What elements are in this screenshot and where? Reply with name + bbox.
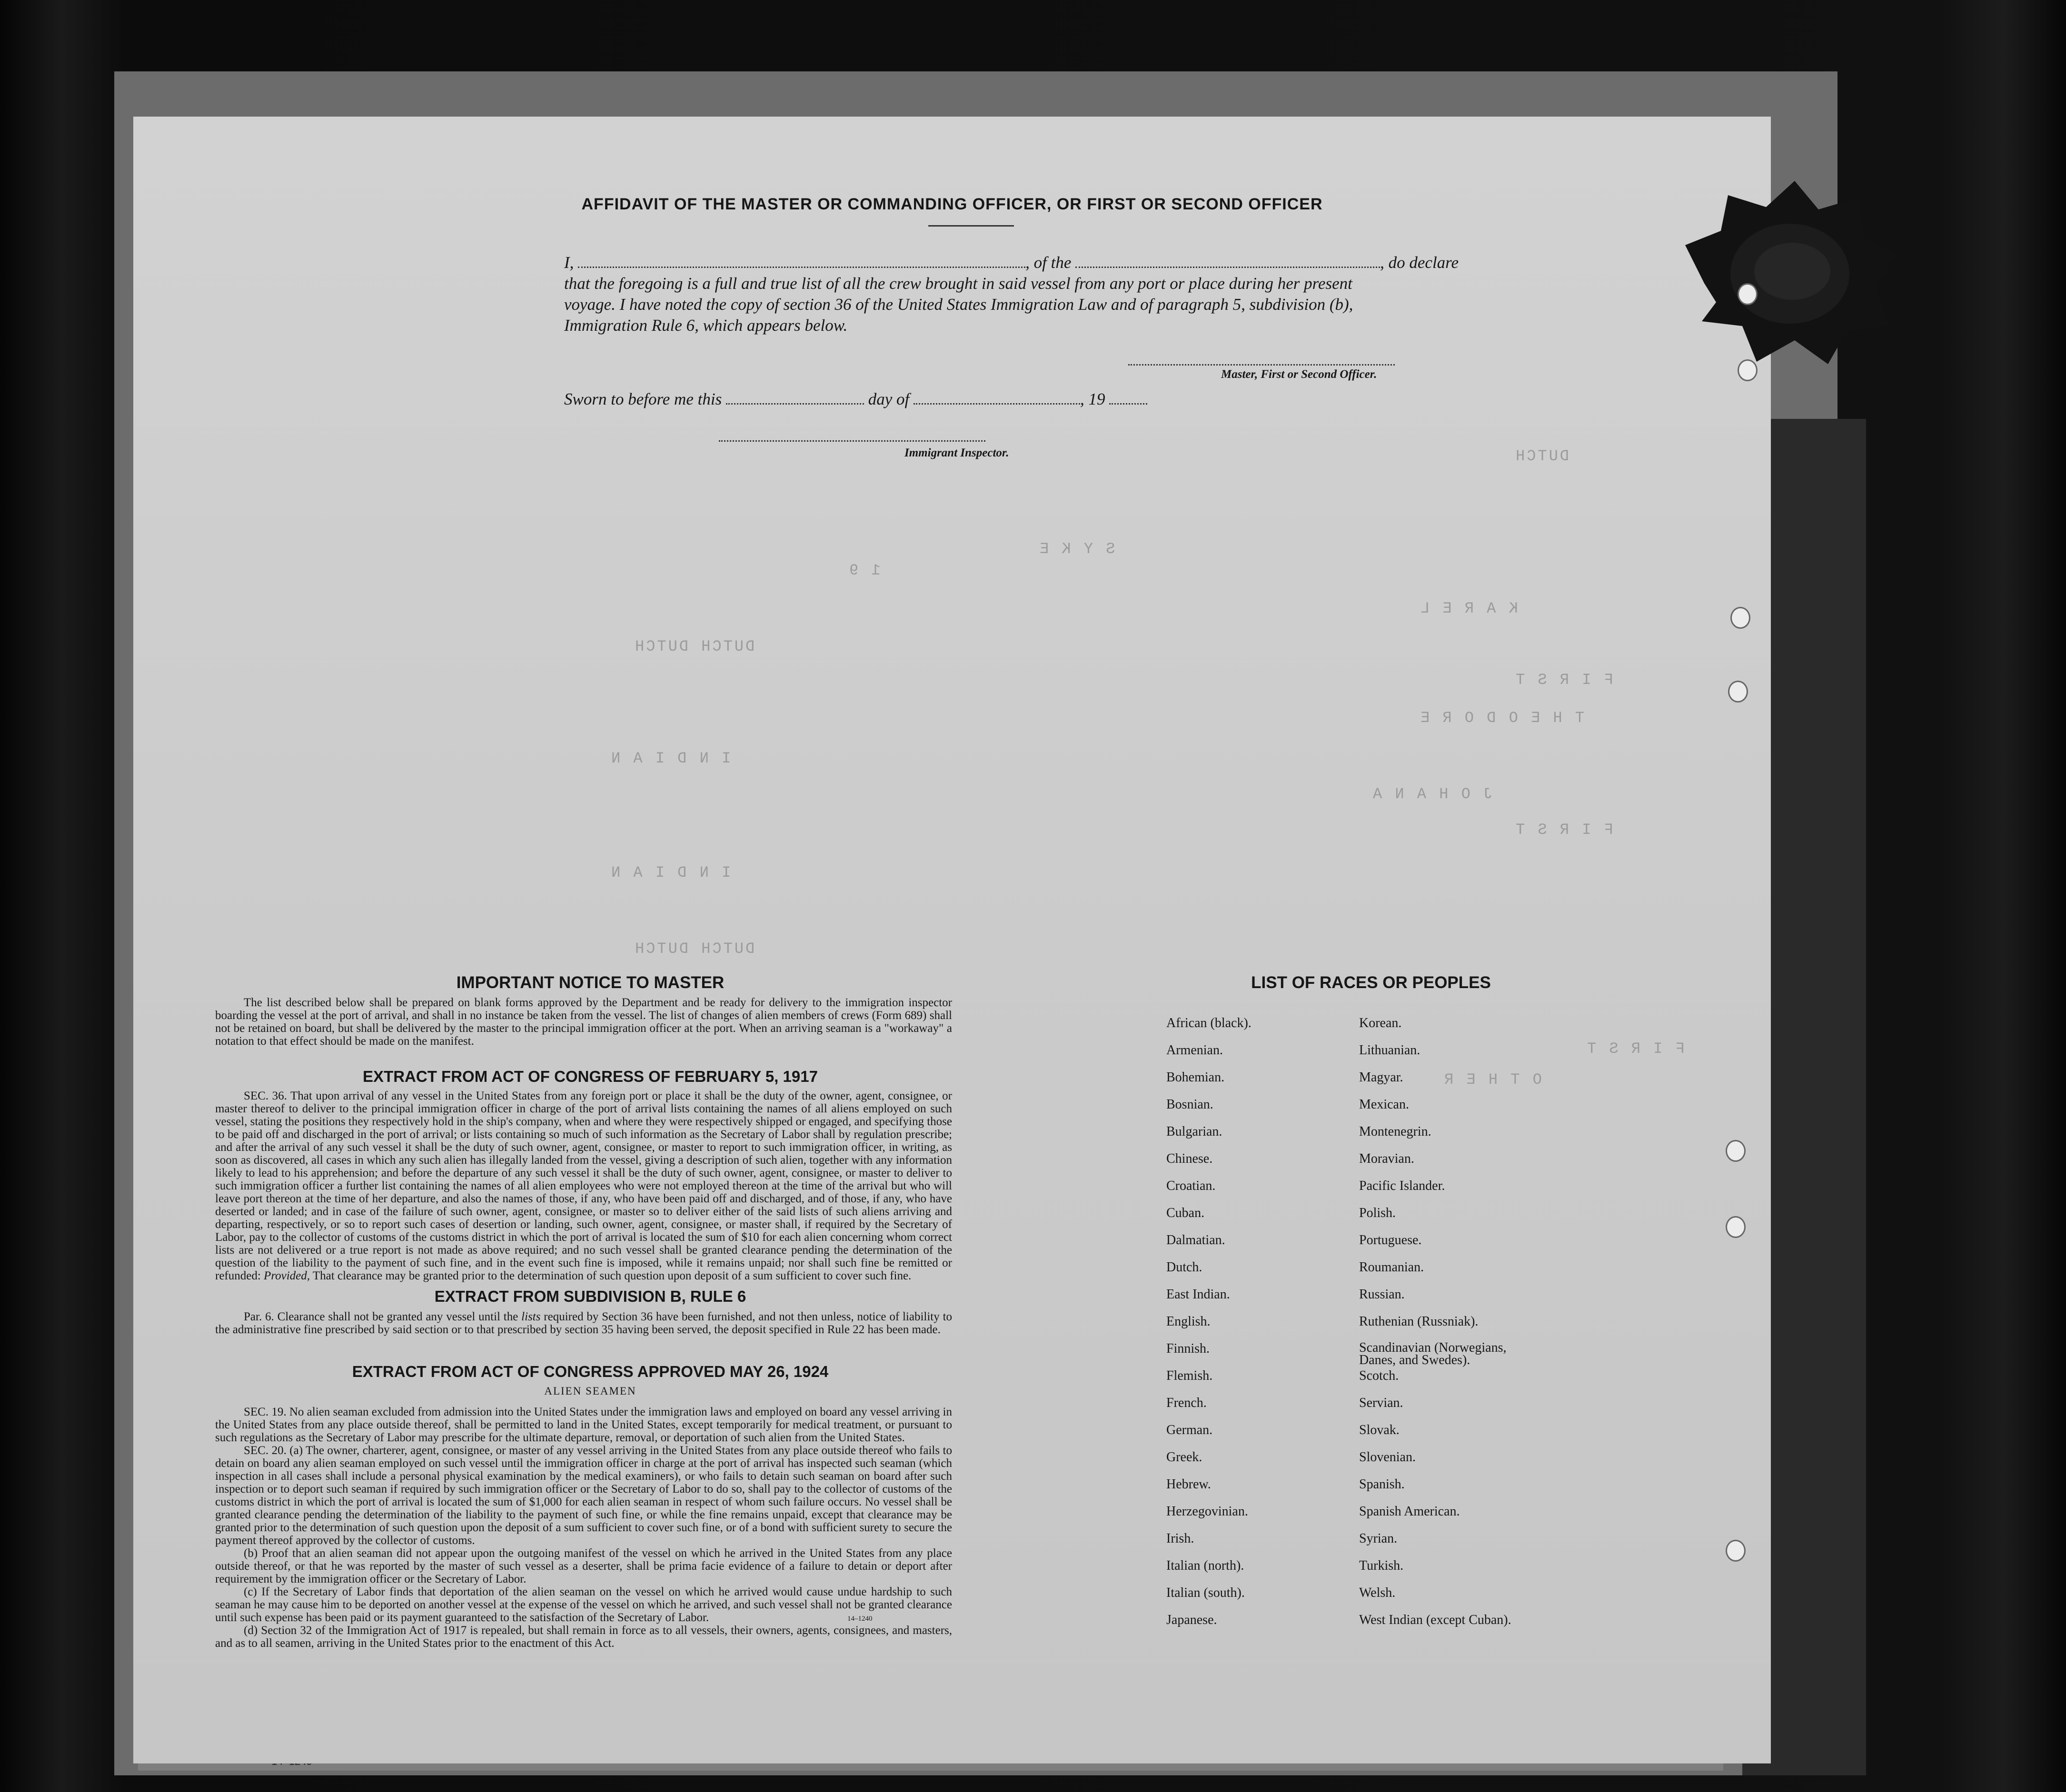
extract-1917-body [215,1089,952,1282]
race-item: Scotch. [1359,1368,1399,1383]
race-item: Welsh. [1359,1585,1396,1600]
sec-36-text: That upon arrival of any vessel in the United States from any foreign port or place it shall be the duty of the owner, agent, consignee, or master thereof to deliver to the principal immigration officer in charge of the port of arrival lists containing the names of all aliens employed on such vessel, stating the positions they respectively hold in the ship's company, when and where they were respectively shipped or engaged, and specifying those to be paid off and discharged in the port of arrival; or lists containing so much of such information as the Secretary of Labor shall by regulation prescribe; and after the arrival of any such vessel it shall be the duty of such owner, agent, consignee, or master to report to such immigration officer, in writing, as soon as discovered, all cases in which any such alien has illegally landed from the vessel, giving a description of such alien, together with any information likely to lead to his apprehension; and before the departure of any such vessel it shall be the duty of such owner, agent, consignee, or master to deliver to such immigration officer a further list containing the names of all alien employees who were not employed thereon at the time of the arrival but who will leave port thereon at the time of her departure, and also the names of those, if any, who have been paid off and discharged, and of those, if any, who have deserted or landed; and in case of the failure of such owner, agent, consignee, or master so to deliver either of the said lists of such aliens arriving and departing, respectively, or so to report such cases of desertion or landing, such owner, agent, consignee, or master shall, if required by the Secretary of Labor, pay to the collector of customs of the customs district in which the port of arrival is located the sum of $10 for each alien concerning whom correct lists are not delivered or a true report is not made as above required; and no such vessel shall be granted clearance pending the determination of the question of the liability to the payment of such fine, and in the event such fine is imposed, while it remains unpaid; nor shall such fine be remitted or refunded: [215,1089,952,1282]
race-item: Chinese. [1166,1151,1213,1166]
sec-20-b: (b) Proof that an alien seaman did not appear upon the outgoing manifest of the vessel on which he arrived in the United States from any place outside thereof, or that he was reported by the master of such vessel as a deserter, shall be prima facie evidence of a failure to detain or deport after requirement by the immigration officer or the Secretary of Labor. [215,1547,952,1585]
inspector-line [719,440,985,442]
sec-20-paragraph [215,1444,952,1547]
race-item: Greek. [1166,1450,1202,1465]
sec-19-text: No alien seaman excluded from admission into the United States under the immigration laws and employed on board any vessel arriving in the United States from any place outside thereof, shall be permitted to land in the United States, except temporarily for medical treatment, or pursuant to such regulations as the Secretary of Labor may prescribe for the ultimate departure, removal, or deportation of such alien from the United States. [215,1406,953,1444]
declaration-block [564,252,1597,336]
race-item: Portuguese. [1359,1233,1422,1247]
race-item: Syrian. [1359,1531,1398,1546]
notice-text: The list described below shall be prepared on blank forms approved by the Department and be ready for delivery to the immigration inspector boarding the vessel at the port of arrival, and shall in no instance be taken from the vessel. The list of changes of alien members of crews (Form 689) shall not be retained on board, but shall be delivered by the master to the principal immigration officer at the port. When an arriving seaman is a "workaway" a notation to that effect should be made on the manifest. [215,996,952,1048]
binder-hole-icon [1726,1216,1746,1238]
races-left-column [1166,1016,1252,1640]
sec-36-label: SEC. 36. [244,1089,287,1102]
declaration-line-3: voyage. I have noted the copy of section 36 of the United States Immigration Law and of paragraph 5, subdivision (b), [564,295,1353,314]
declaration-line-2: that the foregoing is a full and true list of all the crew brought in said vessel from any port or place during her present [564,274,1352,293]
sec-19-paragraph [215,1406,952,1444]
sec-20-text: The owner, charterer, agent, consignee, or master of any vessel arriving in the United States from any place outside thereof who fails to detain on board any alien seaman employed on such vessel until the immigration officer in charge at the port of arrival has inspected such seaman (which inspection in all cases shall include a personal physical examination by the medical examiners), or who fails to detain such seaman on board after such inspection or to deport such seaman if required by such immigration officer or the Secretary of Labor to do so, shall pay to the collector of customs of the customs district in which the port of arrival is located the sum of $1,000 for each alien seaman in respect of whom such failure occurs. No vessel shall be granted clearance pending the determination of the liability to the payment of such fine, or while the fine remains unpaid, except that clearance may be granted prior to the determination of such question upon the deposit of a sum sufficient to cover such fine, or of a bond with sufficient surety to secure the payment thereof approved by the collector of customs. [215,1444,952,1547]
race-item: Spanish American. [1359,1504,1460,1519]
race-item: Croatian. [1166,1178,1216,1193]
affidavit-title: AFFIDAVIT OF THE MASTER OR COMMANDING OFFICER, OR FIRST OR SECOND OFFICER [581,195,1323,213]
race-item: English. [1166,1314,1211,1329]
race-item: Mexican. [1359,1097,1409,1112]
sworn-day-blank [726,403,864,405]
race-item: Lithuanian. [1359,1043,1420,1058]
provided-text: Provided, [264,1269,310,1282]
declaration-i: I, [564,253,574,272]
lists-word: lists [521,1310,541,1323]
sec-20-d: (d) Section 32 of the Immigration Act of 1917 is repealed, but shall remain in force as to all vessels, their owners, agents, consignees, and masters, and as to all seamen, arriving in the United States prior to the enactment of this Act. [215,1624,952,1650]
vessel-blank [1075,267,1380,268]
race-item: Bulgarian. [1166,1124,1222,1139]
signature-label: Master, First or Second Officer. [1221,368,1377,381]
year-text: , 19 [1080,390,1105,408]
race-item: Bosnian. [1166,1097,1213,1112]
day-of-text: day of [868,390,910,408]
race-item: Roumanian. [1359,1260,1424,1275]
race-item: Polish. [1359,1206,1396,1220]
race-item: Japanese. [1166,1613,1217,1627]
race-item: Turkish. [1359,1558,1404,1573]
race-item: German. [1166,1423,1213,1437]
extract-rule6-title: EXTRACT FROM SUBDIVISION B, RULE 6 [434,1287,746,1305]
extract-1917-title: EXTRACT FROM ACT OF CONGRESS OF FEBRUARY 5, 1917 [363,1068,818,1085]
race-item: French. [1166,1396,1207,1410]
binder-hole-icon [1738,283,1758,305]
declaration-line-4: Immigration Rule 6, which appears below. [564,316,848,335]
inspector-label: Immigrant Inspector. [904,446,1009,459]
alien-seamen-subtitle: ALIEN SEAMEN [544,1385,636,1397]
extract-rule6-body [215,1310,952,1336]
race-item: Bohemian. [1166,1070,1225,1085]
race-item: Spanish. [1359,1477,1405,1492]
race-item: Herzegovinian. [1166,1504,1248,1519]
extract-1924-body [215,1406,952,1650]
sworn-line [564,389,1147,410]
binder-hole-icon [1728,681,1748,703]
sec-19-label: SEC. 19. [244,1406,287,1418]
par-6-label: Par. 6. [244,1310,274,1323]
declaration-line-1 [564,252,1597,273]
race-item: West Indian (except Cuban). [1359,1613,1511,1627]
race-item: Slovenian. [1359,1450,1416,1465]
race-item: Flemish. [1166,1368,1213,1383]
race-item: Montenegrin. [1359,1124,1431,1139]
binder-hole-icon [1726,1140,1746,1162]
sec-20-c: (c) If the Secretary of Labor finds that deportation of the alien seaman on the vessel on which he arrived would cause undue hardship to such seaman he may cause him to be deported on another vessel at the expense of the vessel on which he arrived, and such vessel shall not be granted clearance until such expense has been paid or its payment guaranteed to the satisfaction of the Secretary of Labor. [215,1585,952,1624]
notice-title: IMPORTANT NOTICE TO MASTER [456,973,725,992]
sworn-text: Sworn to before me this [564,390,722,408]
race-item: Armenian. [1166,1043,1223,1058]
sworn-year-blank [1109,403,1147,405]
form-number: 14–1240 [847,1615,873,1623]
title-rule [928,225,1014,227]
race-item: Servian. [1359,1396,1403,1410]
binder-hole-icon [1730,607,1750,629]
race-item: Korean. [1359,1016,1402,1030]
par-6-text-b: required by Section 36 have been furnished, and not then unless, notice of liability to the administrative fine prescribed by said section or to that prescribed by section 35 having been served, the deposit specified in Rule 22 has been made. [215,1310,953,1336]
binder-hole-icon [1726,1540,1746,1562]
name-blank [578,267,1025,268]
race-item: Hebrew. [1166,1477,1211,1492]
race-item: Italian (north). [1166,1558,1244,1573]
races-title: LIST OF RACES OR PEOPLES [1251,973,1491,992]
par-6-text-a: Clearance shall not be granted any vessel until the [277,1310,518,1323]
race-item: Dutch. [1166,1260,1202,1275]
race-item: Dalmatian. [1166,1233,1225,1247]
sworn-month-blank [914,403,1080,405]
races-right-column [1359,1016,1516,1640]
declaration-of-the: , of the [1025,253,1072,272]
declaration-end: , do declare [1380,253,1459,272]
extract-1924-title: EXTRACT FROM ACT OF CONGRESS APPROVED MAY 26, 1924 [352,1363,829,1380]
race-item: Pacific Islander. [1359,1178,1445,1193]
race-item: Slovak. [1359,1423,1400,1437]
race-item: African (black). [1166,1016,1252,1030]
race-item: Scandinavian (Norwegians, Danes, and Swedes). [1359,1340,1507,1367]
race-item: East Indian. [1166,1287,1230,1302]
race-item: Ruthenian (Russniak). [1359,1314,1479,1329]
race-item: Moravian. [1359,1151,1414,1166]
sec-36-text-end: That clearance may be granted prior to the determination of such question upon deposit of a sum sufficient to cover such fine. [312,1269,912,1282]
race-item: Russian. [1359,1287,1405,1302]
race-item: Italian (south). [1166,1585,1245,1600]
race-item: Cuban. [1166,1206,1205,1220]
sec-20-label: SEC. 20. (a) [244,1444,303,1457]
race-item: Magyar. [1359,1070,1403,1085]
form-page: DUTCH S Y K E 1 9 K A R E L DUTCH DUTCH F I R S T T H E O D O R E I N D I A N J O H A N A F I R S T I N D I A N DUTCH DUTCH F I R S T O T H E R AFFIDAVIT OF THE MASTER OR COMMANDING OFFICER, OR FIRST OR SECOND OFFICER I, , of the , do declare that the foregoing is a full and true list of all the crew brought in said vessel from any port or place during her present voyage. I have noted the copy of section 36 of the United States Immigration Law and of paragraph 5, subdivision (b), Immigration Rule 6, which appears below. Master, First or Second Officer. Sworn to before me this day of , 19 Immigrant Inspector. IMPORTANT NOTICE TO MASTER The list described below shall be prepared on blank forms approved by the Department and be ready for delivery to the immigration inspector boarding the vessel at the port of arrival, and shall in no instance be taken from the vessel. The list of changes of alien members of crews (Form 689) shall not be retained on board, but shall be delivered by the master to the principal immigration officer at the port. When an arriving seaman is a "workaway" a notation to that effect should be made on the manifest. EXTRACT FROM ACT OF CONGRESS OF FEBRUARY 5, 1917 SEC. 36. That upon arrival of any vessel in the United States from any foreign port or place it shall be the duty of the owner, agent, consignee, or master thereof to deliver to the principal immigration officer in charge of the port of arrival lists containing the names of all aliens employed on such vessel, stating the positions they respectively hold in the ship's company, when and where they were respectively shipped or engaged, and specifying those to be paid off and discharged in the port of arrival; or lists containing so much of such information as the Secretary of Labor shall by regulation prescribe; and after the arrival of any such vessel it shall be the duty of such owner, agent, consignee, or master to report to such immigration officer, in writing, as soon as discovered, all cases in which any such alien has illegally landed from the vessel, giving a description of such alien, together with any information likely to lead to his apprehension; and before the departure of any such vessel it shall be the duty of such owner, agent, consignee, or master to deliver to such immigration officer a further list containing the names of all alien employees who were not employed thereon at the time of the arrival but who will leave port thereon at the time of her departure, and also the names of those, if any, who have been paid off and discharged, and of those, if any, who have deserted or landed; and in case of the failure of such owner, agent, consignee, or master so to deliver either of the said lists of such aliens arriving and departing, respectively, or so to report such cases of desertion or landing, such owner, agent, consignee, or master shall, if required by the Secretary of Labor, pay to the collector of customs of the customs district in which the port of arrival is located the sum of $10 for each alien concerning whom correct lists are not delivered or a true report is not made as above required; and no such vessel shall be granted clearance pending the determination of the question of the liability to the payment of such fine, and in the event such fine is imposed, while it remains unpaid; nor shall such fine be remitted or refunded: Provided, That clearance may be granted prior to the determination of such question upon deposit of a sum sufficient to cover such fine. EXTRACT FROM SUBDIVISION B, RULE 6 Par. 6. Clearance shall not be granted any vessel until the lists required by Section 36 have been furnished, and not then unless, notice of liability to the administrative fine prescribed by said section or to that prescribed by section 35 having been served, the deposit specified in Rule 22 has been made. EXTRACT FROM ACT OF CONGRESS APPROVED MAY 26, 1924 ALIEN SEAMEN SEC. 19. No alien seaman excluded from admission into the United States under the immigration laws and employed on board any vessel arriving in the United States from any place outside thereof, shall be permitted to land in the United States, except temporarily for medical treatment, or pursuant to such regulations as the Secretary of Labor may prescribe for the ultimate departure, removal, or deportation of such alien from the United States. SEC. 20. (a) The owner, charterer, agent, consignee, or master of any vessel arriving in the United States from any place outside thereof who fails to detain on board any alien seaman employed on such vessel until the immigration officer in charge at the port of arrival has inspected such seaman (which inspection in all cases shall include a personal physical examination by the medical examiners), or who fails to detain such seaman on board after such inspection or to deport such seaman if required by such immigration officer or the Secretary of Labor to do so, shall pay to the collector of customs of the customs district in which the port of arrival is located the sum of $1,000 for each alien seaman in respect of whom such failure occurs. No vessel shall be granted clearance pending the determination of the liability to the payment of such fine, or while the fine remains unpaid, except that clearance may be granted prior to the determination of such question upon the deposit of a sum sufficient to cover such fine, or of a bond with sufficient surety to secure the payment thereof approved by the collector of customs. (b) Proof that an alien seaman did not appear upon the outgoing manifest of the vessel on which he arrived in the United States from any place outside thereof, or that he was reported by the master of such vessel as a deserter, shall be prima facie evidence of a failure to detain or deport after requirement by the immigration officer or the Secretary of Labor. (c) If the Secretary of Labor finds that deportation of the alien seaman on the vessel on which he arrived would cause undue hardship to such seaman he may cause him to be deported on another vessel at the expense of the vessel on which he arrived, and such vessel shall not be granted clearance until such expense has been paid or its payment guaranteed to the satisfaction of the Secretary of Labor. (d) Section 32 of the Immigration Act of 1917 is repealed, but shall remain in force as to all vessels, their owners, agents, consignees, and masters, and as to all seamen, arriving in the United States prior to the enactment of this Act. 14–1240 LIST OF RACES OR PEOPLES African (black). Armenian. Bohemian. Bosnian. Bulgarian. Chinese. Croatian. Cuban. Dalmatian. Dutch. East Indian. English. Finnish. Flemish. French. German. Greek. Hebrew. Herzegovinian. Irish. Italian (north). Italian (south). Japanese. Korean. Lithuanian. Magyar. Mexican. Montenegrin. Moravian. Pacific Islander. Polish. Portuguese. Roumanian. Russian. Ruthenian (Russniak). Scandinavian (Norwegians, Danes, and Swedes). Scotch. Servian. Slovak. Slovenian. Spanish. Spanish American. Syrian. Turkish. Welsh. West Indian (except Cuban). [133,117,1771,1763]
binder-hole-icon [1738,359,1758,381]
race-item: Irish. [1166,1531,1194,1546]
race-item: Finnish. [1166,1341,1210,1356]
